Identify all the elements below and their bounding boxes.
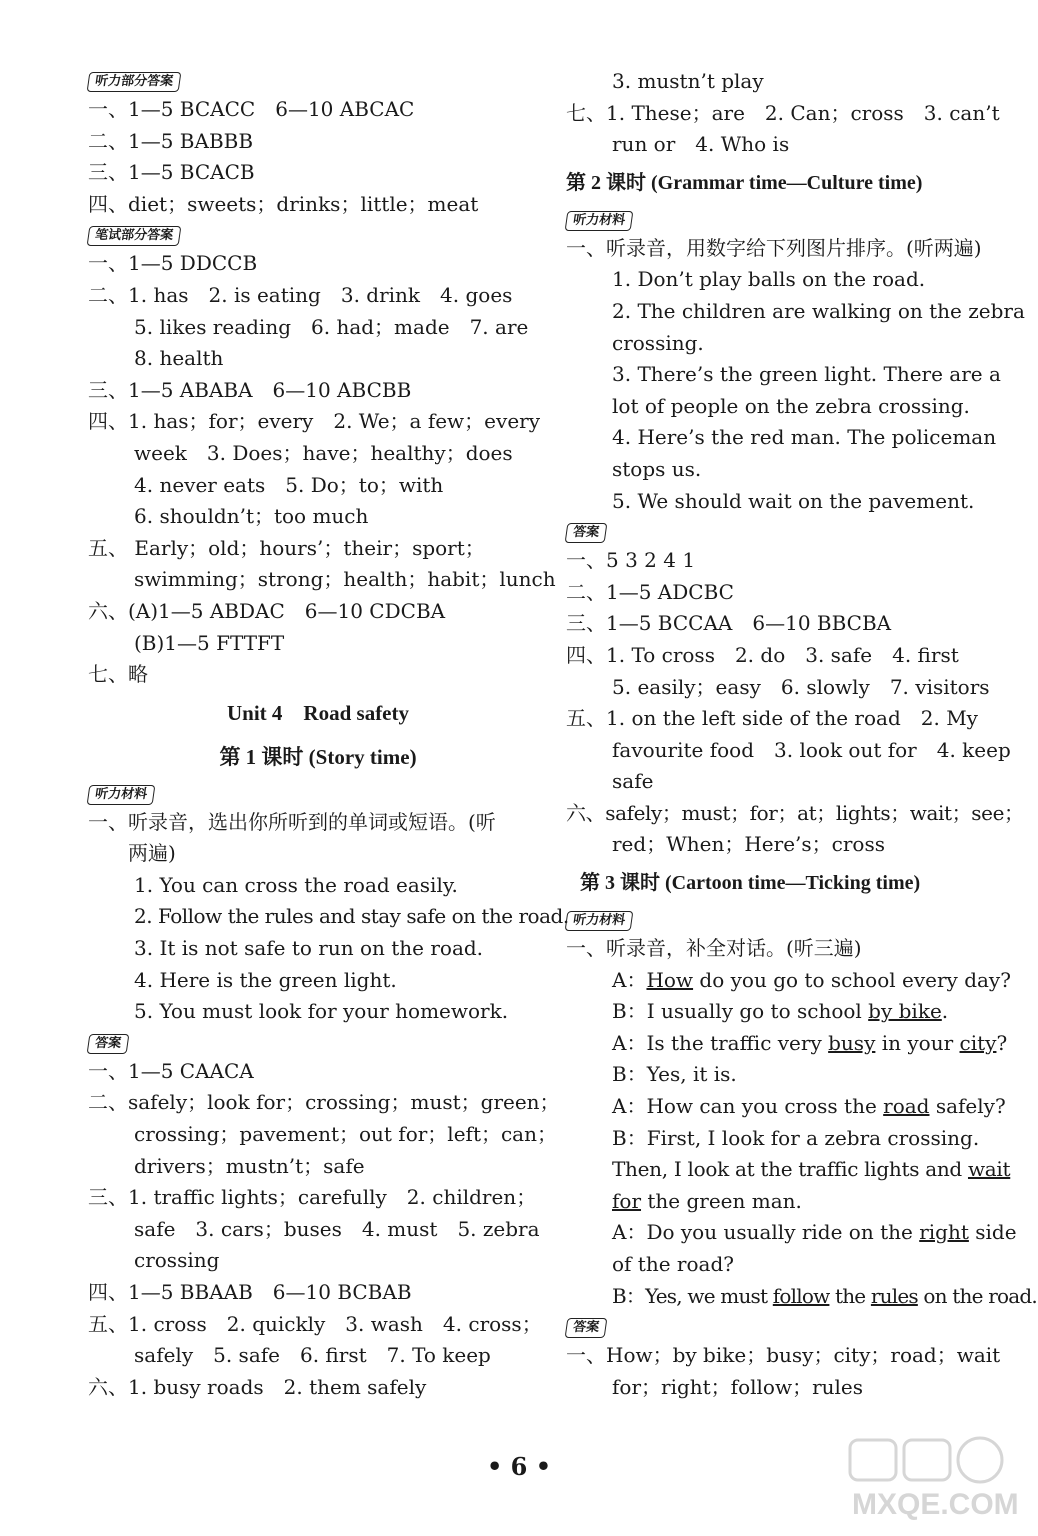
answer-line: 六、safely；must；for；at；lights；wait；see；: [566, 800, 1024, 825]
answer-line: 七、1. These；are 2. Can；cross 3. can’t: [566, 100, 1000, 125]
answer-line: week 3. Does；have；healthy；does: [134, 440, 513, 465]
lesson-title: 第 2 课时 (Grammar time—Culture time): [566, 171, 923, 194]
listening-line: 4. Here is the green light.: [134, 967, 397, 992]
page-number: • 6 •: [486, 1452, 552, 1481]
answer-line: 四、1—5 BBAAB 6—10 BCBAB: [88, 1280, 412, 1304]
right-column: [566, 66, 1037, 1403]
dialogue-line: of the road?: [612, 1252, 734, 1276]
section-tag: 答案: [565, 1318, 608, 1338]
answer-line: 一、1—5 DDCCB: [88, 251, 258, 276]
answer-line: safe: [612, 769, 654, 794]
dialogue-line: A：Is the traffic very busy in your city?: [612, 1030, 1008, 1055]
answer-line: safe 3. cars；buses 4. must 5. zebra: [134, 1216, 540, 1241]
answer-line: safely 5. safe 6. first 7. To keep: [134, 1343, 491, 1368]
dialogue-line: B：Yes, it is.: [612, 1062, 737, 1087]
question-line: 一、听录音，用数字给下列图片排序。(听两遍): [566, 235, 982, 260]
answer-line: 5. easily；easy 6. slowly 7. visitors: [612, 674, 990, 699]
answer-line: 五、 Early；old；hours’；their；sport；: [88, 535, 485, 560]
question-line: 两遍): [128, 841, 176, 866]
listening-line: lot of people on the zebra crossing.: [612, 393, 970, 418]
blank-answer: busy: [828, 1030, 876, 1055]
answer-line: 一、How；by bike；busy；city；road；wait: [566, 1343, 1001, 1368]
question-line: 一、听录音，补全对话。(听三遍): [566, 936, 862, 961]
blank-answer: follow: [772, 1283, 830, 1308]
answer-line: 3. mustn’t play: [612, 69, 764, 93]
dialogue-line: B：First, I look for a zebra crossing.: [612, 1125, 980, 1150]
answer-line: 4. never eats 5. Do；to；with: [134, 472, 444, 497]
blank-answer: right: [919, 1220, 969, 1245]
answer-line: 5. likes reading 6. had；made 7. are: [134, 314, 529, 339]
section-tag: 答案: [565, 523, 608, 543]
answer-line: favourite food 3. look out for 4. keep: [612, 737, 1011, 762]
listening-line: 3. There’s the green light. There are a: [612, 362, 1001, 387]
dialogue-line: B：Yes, we must follow the rules on the road.: [612, 1283, 1037, 1308]
section-tag: 听力材料: [87, 785, 156, 805]
answer-line: 三、1—5 ABABA 6—10 ABCBB: [88, 377, 412, 402]
answer-line: 三、1—5 BCACB: [88, 160, 255, 185]
answer-line: 三、1—5 BCCAA 6—10 BBCBA: [566, 611, 892, 636]
unit-title: Unit 4 Road safety: [227, 700, 409, 725]
answer-line: crossing: [134, 1248, 220, 1273]
listening-line: 1. Don’t play balls on the road.: [612, 267, 926, 292]
answer-line: 一、1—5 BCACC 6—10 ABCAC: [88, 97, 415, 121]
blank-answer: rules: [870, 1283, 918, 1308]
listening-line: 2. Follow the rules and stay safe on the road.: [134, 904, 569, 929]
answer-line: 二、safely；look for；crossing；must；green；: [88, 1090, 560, 1115]
blank-answer: by bike: [868, 999, 942, 1024]
answer-line: for；right；follow；rules: [612, 1374, 864, 1399]
left-column: [88, 66, 569, 1403]
dialogue-line: for the green man.: [612, 1188, 802, 1213]
answer-line: 六、(A)1—5 ABDAC 6—10 CDCBA: [88, 598, 446, 623]
blank-answer: How: [646, 967, 694, 992]
blank-answer: road: [883, 1094, 930, 1119]
dialogue-line: A：How can you cross the road safely?: [612, 1094, 1006, 1119]
answer-line: drivers；mustn’t；safe: [134, 1153, 365, 1178]
answer-line: 一、1—5 CAACA: [88, 1058, 254, 1083]
answer-line: 四、1. has；for；every 2. We；a few；every: [88, 409, 541, 434]
blank-answer: city: [959, 1030, 997, 1055]
listening-line: 5. We should wait on the pavement.: [612, 488, 975, 513]
answer-line: 6. shouldn’t；too much: [134, 504, 369, 529]
answer-line: run or 4. Who is: [612, 132, 790, 157]
answer-line: 六、1. busy roads 2. them safely: [88, 1374, 427, 1399]
answer-line: 五、1. on the left side of the road 2. My: [566, 706, 978, 731]
dialogue-line: A：How do you go to school every day?: [612, 967, 1011, 992]
answer-line: 五、1. cross 2. quickly 3. wash 4. cross；: [88, 1311, 542, 1336]
lesson-title: 第 1 课时 (Story time): [219, 744, 417, 769]
dialogue-line: A：Do you usually ride on the right side: [612, 1220, 1017, 1245]
question-line: 一、听录音，选出你所听到的单词或短语。(听: [88, 809, 496, 834]
answer-line: crossing；pavement；out for；left；can；: [134, 1122, 557, 1147]
answer-line: 一、5 3 2 4 1: [566, 548, 696, 573]
section-tag: 笔试部分答案: [87, 226, 182, 246]
section-tag: 听力材料: [565, 211, 634, 231]
listening-line: crossing.: [612, 330, 704, 355]
svg-text:MXQE.COM: MXQE.COM: [852, 1488, 1019, 1521]
listening-line: stops us.: [612, 456, 702, 481]
answer-line: (B)1—5 FTTFT: [134, 630, 285, 655]
answer-line: 四、1. To cross 2. do 3. safe 4. first: [566, 642, 959, 667]
answer-line: red；When；Here’s；cross: [612, 832, 885, 857]
listening-line: 2. The children are walking on the zebra: [612, 298, 1025, 323]
listening-line: 4. Here’s the red man. The policeman: [612, 425, 997, 450]
answer-line: 二、1. has 2. is eating 3. drink 4. goes: [88, 282, 513, 307]
dialogue-line: B：I usually go to school by bike.: [612, 999, 949, 1024]
blank-answer: wait: [967, 1157, 1011, 1182]
answer-line: swimming；strong；health；habit；lunch: [134, 567, 556, 592]
answer-line: 8. health: [134, 346, 224, 371]
answer-line: 二、1—5 BABBB: [88, 128, 254, 153]
answer-line: 二、1—5 ADCBC: [566, 579, 734, 604]
listening-line: 3. It is not safe to run on the road.: [134, 936, 484, 961]
answer-line: 三、1. traffic lights；carefully 2. children；: [88, 1185, 537, 1210]
answer-line: 四、diet；sweets；drinks；little；meat: [88, 191, 479, 216]
section-tag: 听力部分答案: [87, 72, 182, 92]
section-tag: 听力材料: [565, 911, 634, 931]
listening-line: 5. You must look for your homework.: [134, 999, 509, 1024]
watermark-logo: [846, 1434, 1024, 1524]
lesson-title: 第 3 课时 (Cartoon time—Ticking time): [580, 872, 921, 895]
dialogue-line: Then, I look at the traffic lights and wait: [612, 1157, 1011, 1182]
blank-answer: for: [612, 1188, 642, 1213]
listening-line: 1. You can cross the road easily.: [134, 872, 458, 897]
section-tag: 答案: [87, 1034, 130, 1054]
answer-line: 七、略: [88, 662, 148, 687]
